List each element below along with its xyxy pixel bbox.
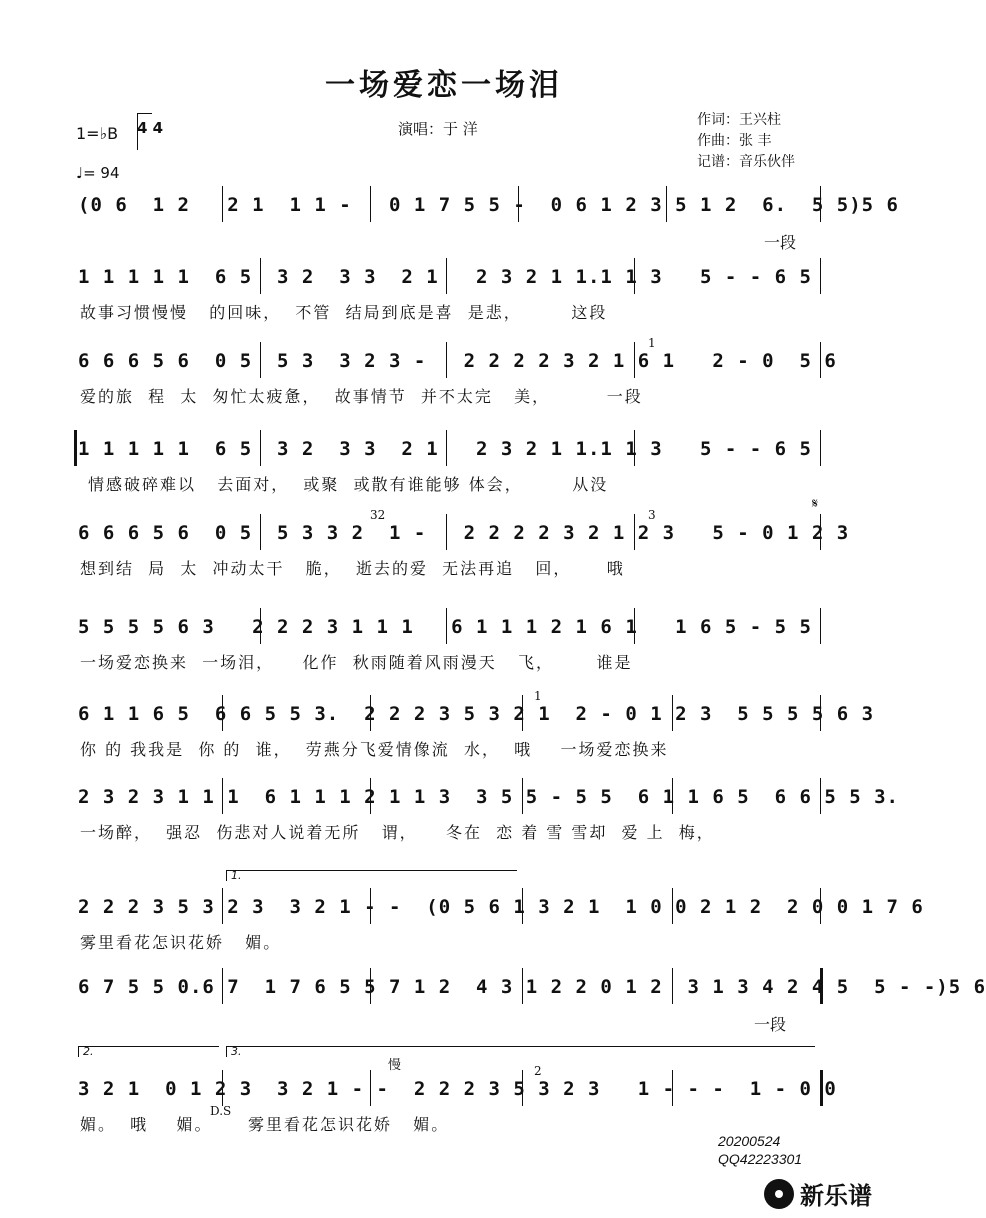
- qq-text: QQ42223301: [718, 1151, 803, 1167]
- score-row-8: [74, 786, 899, 842]
- transcriber-credit: 记谱：音乐伙伴: [697, 154, 795, 170]
- time-bottom: 4: [152, 119, 164, 137]
- score-row-3: [74, 336, 837, 406]
- composer-credit: 作曲：张 丰: [697, 133, 772, 149]
- record-icon: [764, 1179, 794, 1209]
- score-row-5: [74, 508, 850, 578]
- notation-line: 1 1 1 1 1 6 5 3 2 3 3 2 1 2 3 2 1 1.1 1 3 5 - - 6 5: [78, 266, 812, 288]
- grace-note: 1: [534, 689, 542, 703]
- lyric-line: 雾里看花怎识花娇 媚。: [80, 933, 282, 952]
- volta-1: 1.: [226, 870, 517, 881]
- grace-note: 32: [370, 508, 386, 522]
- score-row-2: [74, 266, 822, 322]
- date-text: 20200524: [718, 1133, 781, 1149]
- grace-note: 3: [648, 508, 656, 522]
- grace-note: 1: [648, 336, 656, 350]
- segno-icon: 𝄋: [812, 496, 819, 512]
- lyric-line: 爱的旅 程 太 匆忙太疲惫， 故事情节 并不太完 美， 一段: [80, 387, 643, 406]
- lyric-pickup: 一段: [764, 233, 797, 252]
- singer-credit: 演唱：于 洋: [398, 120, 478, 138]
- lyric-pickup: 一段: [754, 1015, 787, 1034]
- lyric-line: 媚。 哦 媚。 雾里看花怎识花娇 媚。: [80, 1115, 450, 1134]
- notation-line: 6 6 6 5 6 0 5 5 3 3 2 3 - 2 2 2 2 3 2 1 6 1 2 - 0 5 6: [78, 350, 837, 372]
- lyric-line: 故事习惯慢慢 的回味， 不管 结局到底是喜 是悲， 这段: [80, 303, 608, 322]
- notation-line: 3 2 1 0 1 2 3 3 2 1 - - 2 2 2 3 5 3 2 3 1 - - - 1 - 0 0: [78, 1078, 837, 1100]
- volta-3: 3.: [226, 1046, 815, 1057]
- grace-note: 2: [534, 1064, 542, 1078]
- volta-2: 2.: [78, 1046, 219, 1057]
- tempo-marking: ♩= 94: [76, 164, 120, 182]
- lyricist-credit: 作词：王兴柱: [697, 112, 781, 128]
- score-row-1: [74, 194, 899, 252]
- score-row-6: [74, 616, 822, 672]
- lyric-line: 情感破碎难以 去面对， 或聚 或散有谁能够 体会， 从没: [88, 475, 609, 494]
- score-row-4: [74, 438, 822, 494]
- lyric-line: 想到结 局 太 冲动太干 脆， 逝去的爱 无法再追 回， 哦: [80, 559, 625, 578]
- site-logo: [764, 1176, 872, 1211]
- score-row-7: [74, 689, 875, 759]
- logo-text: 新乐谱: [800, 1182, 872, 1210]
- lyric-line: 你 的 我我是 你 的 谁， 劳燕分飞爱情像流 水， 哦 一场爱恋换来: [80, 740, 669, 759]
- notation-line: 6 7 5 5 0.6 7 1 7 6 5 5 7 1 2 4 3 1 2 2 0 1 2 3 1 3 4 2 4 5 5 - -)5 6: [78, 976, 986, 998]
- ds-mark: D.S: [210, 1104, 232, 1118]
- notation-line: 6 6 6 5 6 0 5 5 3 3 2 1 - 2 2 2 2 3 2 1 2 3 5 - 0 1 2 3: [78, 522, 850, 544]
- score-row-10: [74, 976, 986, 1034]
- time-signature: [137, 120, 163, 136]
- song-title: 一场爱恋一场泪: [325, 68, 563, 103]
- date-stamp: [718, 1132, 802, 1168]
- score-row-9: [74, 896, 924, 952]
- notation-line: 2 3 2 3 1 1 1 6 1 1 1 2 1 1 3 3 5 5 - 5 5 6 1 1 6 5 6 6 5 5 3.: [78, 786, 899, 808]
- key-signature: 1=♭B: [76, 124, 119, 143]
- notation-line: (0 6 1 2 2 1 1 1 - 0 1 7 5 5 - 0 6 1 2 3 5 1 2 6. 5 5)5 6: [78, 194, 899, 216]
- lyric-line: 一场醉， 强忍 伤悲对人说着无所 谓， 冬在 恋 着 雪 雪却 爱 上 梅，: [80, 823, 715, 842]
- notation-line: 2 2 2 3 5 3 2 3 3 2 1 - - (0 5 6 1 3 2 1 1 0 0 2 1 2 2 0 0 1 7 6: [78, 896, 924, 918]
- notation-line: 5 5 5 5 6 3 2 2 2 3 1 1 1 6 1 1 1 2 1 6 1 1 6 5 - 5 5: [78, 616, 812, 638]
- credits-block: [697, 110, 795, 173]
- notation-line: 1 1 1 1 1 6 5 3 2 3 3 2 1 2 3 2 1 1.1 1 3 5 - - 6 5: [78, 438, 812, 460]
- notation-line: 6 1 1 6 5 6 6 5 5 3. 2 2 2 3 5 3 2 1 2 - 0 1 2 3 5 5 5 5 6 3: [78, 703, 875, 725]
- score-row-11: [74, 1064, 837, 1134]
- tempo-slow-mark: 慢: [388, 1058, 402, 1073]
- lyric-line: 一场爱恋换来 一场泪， 化作 秋雨随着风雨漫天 飞， 谁是: [80, 653, 633, 672]
- time-top: 4: [137, 119, 148, 137]
